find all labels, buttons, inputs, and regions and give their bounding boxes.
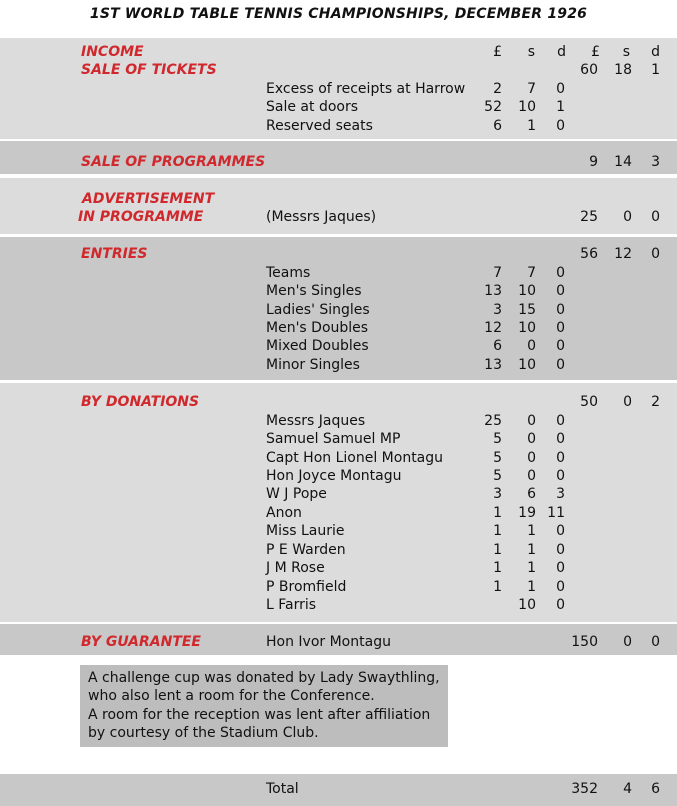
item-name: Messrs Jaques: [266, 413, 366, 429]
item-pounds: 6: [493, 338, 502, 354]
item-pounds: 52: [484, 99, 502, 115]
category-by-guarantee: BY GUARANTEE: [81, 634, 201, 650]
item-name: Capt Hon Lionel Montagu: [266, 450, 444, 466]
header-pounds: £: [493, 44, 502, 60]
item-shillings: 7: [527, 81, 536, 97]
item-pence: 0: [556, 265, 565, 281]
item-shillings: 0: [527, 431, 536, 447]
item-pounds: 13: [484, 283, 502, 299]
item-name: Sale at doors: [266, 99, 359, 115]
note-line: by courtesy of the Stadium Club.: [88, 725, 319, 742]
item-shillings: 0: [527, 468, 536, 484]
item-pounds: 3: [493, 486, 502, 502]
item-pence: 0: [556, 338, 565, 354]
item-name: Excess of receipts at Harrow: [266, 81, 466, 97]
advert-total-pence: 0: [651, 209, 660, 225]
item-pounds: 2: [493, 81, 502, 97]
guarantee-name: Hon Ivor Montagu: [266, 634, 391, 650]
item-shillings: 1: [527, 560, 536, 576]
guarantee-total-shillings: 0: [623, 634, 632, 650]
item-name: Ladies' Singles: [266, 302, 370, 318]
header-shillings: s: [527, 44, 535, 60]
page-title: 1ST WORLD TABLE TENNIS CHAMPIONSHIPS, DECEMBER 1926: [89, 6, 588, 22]
item-pence: 0: [556, 523, 565, 539]
item-shillings: 1: [527, 523, 536, 539]
category-entries: ENTRIES: [81, 246, 148, 262]
item-pence: 3: [556, 486, 565, 502]
entries-total-pounds: 56: [580, 246, 598, 262]
item-pence: 0: [556, 468, 565, 484]
category-sale-of-tickets: SALE OF TICKETS: [81, 62, 217, 78]
item-pence: 0: [556, 413, 565, 429]
item-name: L Farris: [266, 597, 317, 613]
note-line: A challenge cup was donated by Lady Swaythling,: [88, 670, 440, 686]
item-shillings: 6: [527, 486, 536, 502]
item-name: Men's Singles: [266, 283, 362, 299]
programmes-total-shillings: 14: [614, 154, 632, 170]
total-label: Total: [266, 781, 299, 797]
item-pence: 0: [556, 320, 565, 336]
item-shillings: 0: [527, 450, 536, 466]
item-name: Samuel Samuel MP: [266, 431, 401, 447]
item-name: Minor Singles: [266, 357, 360, 373]
item-pounds: 1: [493, 523, 502, 539]
item-pounds: 1: [493, 542, 502, 558]
item-name: P E Warden: [266, 542, 346, 558]
tickets-total-shillings: 18: [614, 62, 632, 78]
item-shillings: 1: [527, 542, 536, 558]
item-shillings: 15: [518, 302, 536, 318]
item-pence: 0: [556, 450, 565, 466]
category-in-programme: IN PROGRAMME: [78, 209, 204, 225]
item-name: Miss Laurie: [266, 523, 345, 539]
item-name: W J Pope: [266, 486, 327, 502]
category-advertisement: ADVERTISEMENT: [82, 191, 215, 207]
note-line: who also lent a room for the Conference.: [88, 688, 375, 705]
item-name: Men's Doubles: [266, 320, 369, 336]
advert-total-pounds: 25: [580, 209, 598, 225]
donations-total-shillings: 0: [623, 394, 632, 410]
category-sale-of-programmes: SALE OF PROGRAMMES: [81, 154, 266, 170]
item-name: Hon Joyce Montagu: [266, 468, 402, 484]
item-pounds: 7: [493, 265, 502, 281]
item-pounds: 25: [484, 413, 502, 429]
tickets-total-pounds: 60: [580, 62, 598, 78]
item-shillings: 7: [527, 265, 536, 281]
item-shillings: 0: [527, 338, 536, 354]
item-shillings: 10: [518, 597, 536, 613]
category-income: INCOME: [81, 44, 144, 60]
item-name: Mixed Doubles: [266, 338, 369, 354]
item-pounds: 1: [493, 560, 502, 576]
item-shillings: 1: [527, 118, 536, 134]
item-pence: 1: [556, 99, 565, 115]
item-shillings: 10: [518, 320, 536, 336]
grand-total-shillings: 4: [623, 781, 632, 797]
item-shillings: 10: [518, 283, 536, 299]
item-pence: 0: [556, 118, 565, 134]
item-name: Reserved seats: [266, 118, 373, 134]
donations-total-pounds: 50: [580, 394, 598, 410]
item-name: J M Rose: [266, 560, 325, 576]
item-pounds: 5: [493, 468, 502, 484]
grand-total-pounds: 352: [571, 781, 598, 797]
item-shillings: 1: [527, 579, 536, 595]
programmes-total-pence: 3: [651, 154, 660, 170]
entries-total-shillings: 12: [614, 246, 632, 262]
header-total-shillings: s: [622, 44, 630, 60]
item-shillings: 0: [527, 413, 536, 429]
advert-sponsor: (Messrs Jaques): [266, 209, 377, 225]
item-name: P Bromfield: [266, 579, 347, 595]
item-shillings: 10: [518, 99, 536, 115]
guarantee-total-pounds: 150: [571, 634, 598, 650]
header-total-pounds: £: [591, 44, 600, 60]
item-name: Anon: [266, 505, 302, 521]
item-pounds: 1: [493, 579, 502, 595]
item-pence: 0: [556, 431, 565, 447]
item-shillings: 10: [518, 357, 536, 373]
item-pence: 0: [556, 542, 565, 558]
advert-total-shillings: 0: [623, 209, 632, 225]
tickets-total-pence: 1: [651, 62, 660, 78]
item-pounds: 13: [484, 357, 502, 373]
item-pounds: 5: [493, 450, 502, 466]
item-pounds: 5: [493, 431, 502, 447]
category-by-donations: BY DONATIONS: [81, 394, 200, 410]
donations-total-pence: 2: [651, 394, 660, 410]
note-box: [80, 665, 448, 747]
item-shillings: 19: [518, 505, 536, 521]
item-pence: 0: [556, 357, 565, 373]
item-pence: 0: [556, 579, 565, 595]
item-pounds: 3: [493, 302, 502, 318]
item-pence: 0: [556, 597, 565, 613]
grand-total-pence: 6: [651, 781, 660, 797]
item-pounds: 1: [493, 505, 502, 521]
guarantee-total-pence: 0: [651, 634, 660, 650]
item-pence: 0: [556, 81, 565, 97]
item-pence: 0: [556, 283, 565, 299]
header-pence: d: [557, 44, 566, 60]
item-pounds: 12: [484, 320, 502, 336]
item-pence: 11: [547, 505, 565, 521]
item-pounds: 6: [493, 118, 502, 134]
item-name: Teams: [266, 265, 311, 281]
item-pence: 0: [556, 560, 565, 576]
note-line: A room for the reception was lent after affiliation: [88, 706, 431, 723]
programmes-total-pounds: 9: [589, 154, 598, 170]
header-total-pence: d: [651, 44, 660, 60]
entries-total-pence: 0: [651, 246, 660, 262]
item-pence: 0: [556, 302, 565, 318]
